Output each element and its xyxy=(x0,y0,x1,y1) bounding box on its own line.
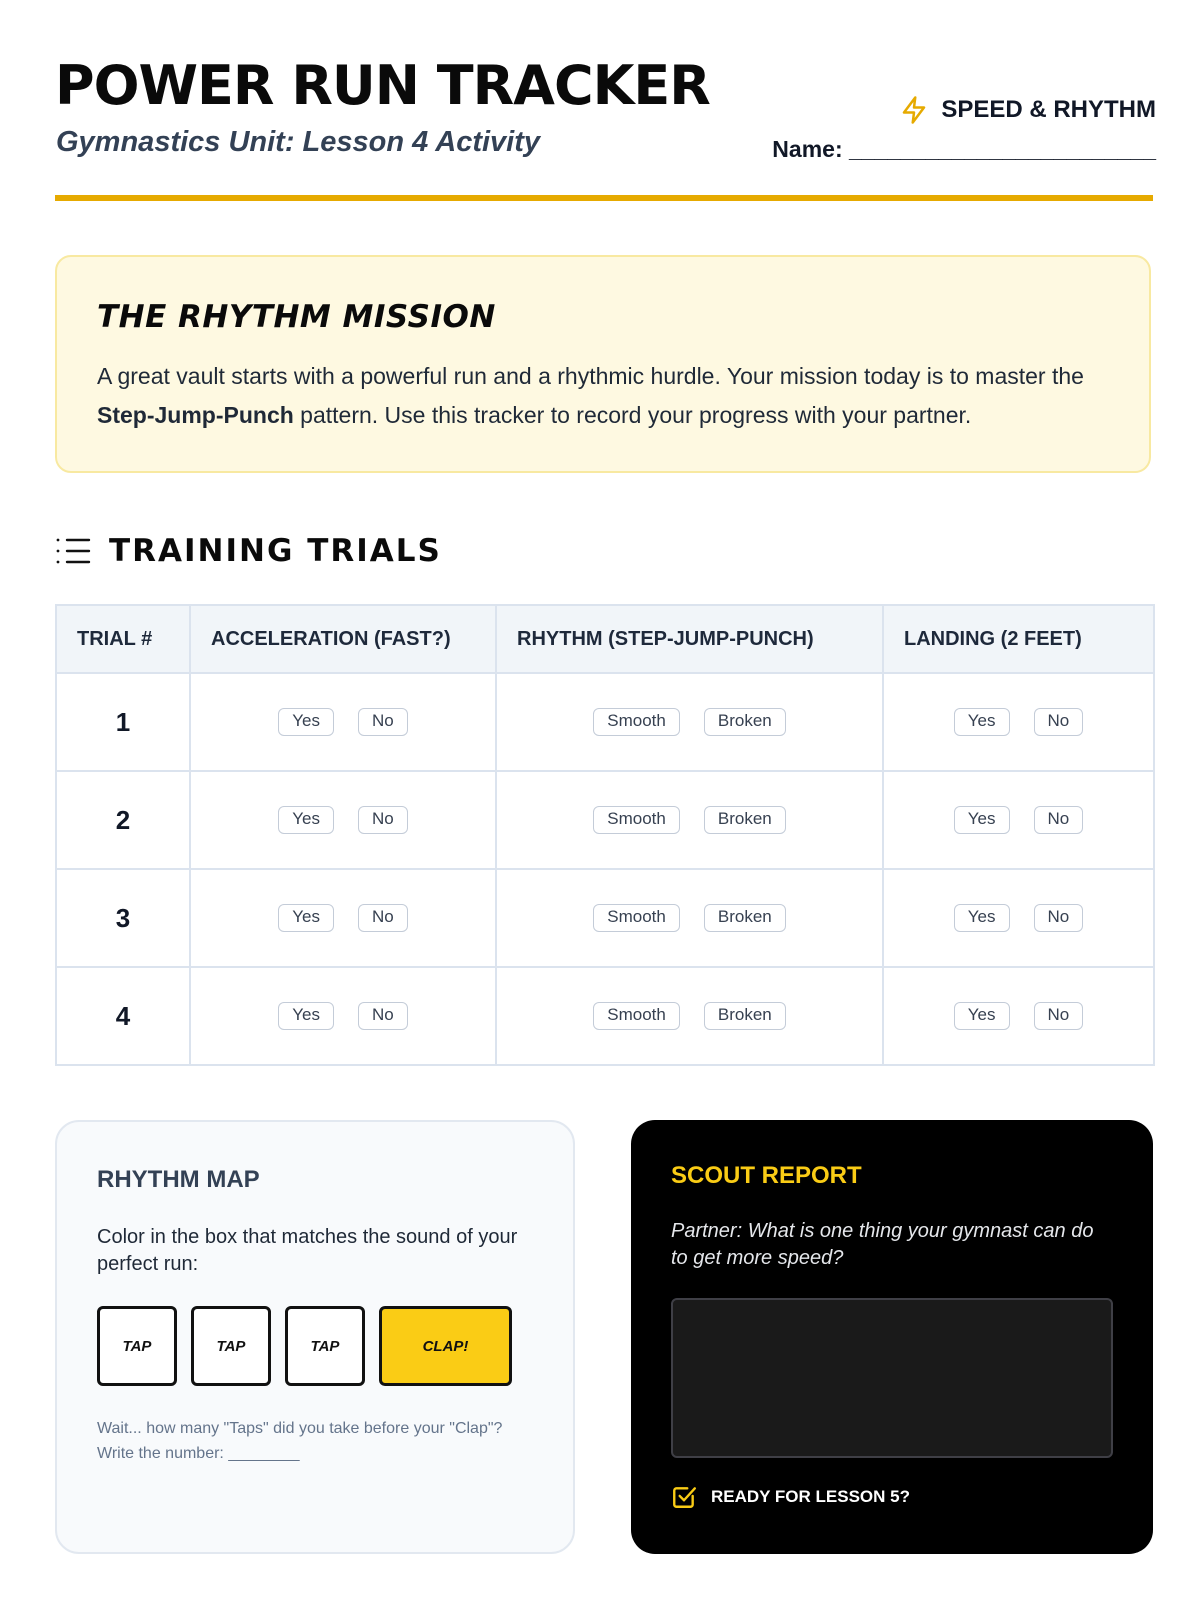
rhythm-map-card xyxy=(55,1120,575,1554)
column-header: RHYTHM (STEP-JUMP-PUNCH) xyxy=(496,605,883,673)
acceleration-cell xyxy=(190,771,496,869)
ready-label: READY FOR LESSON 5? xyxy=(711,1487,910,1506)
speed-rhythm-tag xyxy=(899,93,1156,127)
landing-cell xyxy=(883,869,1154,967)
acceleration-no-option[interactable]: No xyxy=(358,806,408,834)
tap-box[interactable]: TAP xyxy=(285,1306,365,1386)
page-subtitle: Gymnastics Unit: Lesson 4 Activity xyxy=(56,126,541,158)
landing-cell xyxy=(883,771,1154,869)
mission-heading: THE RHYTHM MISSION xyxy=(97,299,496,335)
rhythm-smooth-option[interactable]: Smooth xyxy=(593,904,680,932)
scout-report-card xyxy=(631,1120,1153,1554)
acceleration-yes-option[interactable]: Yes xyxy=(278,708,334,736)
scout-answer-box[interactable] xyxy=(671,1298,1113,1458)
rhythm-cell xyxy=(496,967,883,1065)
mission-pattern-name: Step-Jump-Punch xyxy=(97,402,294,428)
rhythm-cell xyxy=(496,771,883,869)
training-trials-heading: TRAINING TRIALS xyxy=(55,533,442,569)
scout-question: Partner: What is one thing your gymnast can do to get more speed? xyxy=(671,1220,1094,1269)
rhythm-map-instruction: Color in the box that matches the sound of your perfect run: xyxy=(97,1226,518,1275)
tap-box[interactable]: TAP xyxy=(97,1306,177,1386)
trial-number: 1 xyxy=(56,673,190,771)
acceleration-cell xyxy=(190,673,496,771)
landing-yes-option[interactable]: Yes xyxy=(954,708,1010,736)
rhythm-broken-option[interactable]: Broken xyxy=(704,708,786,736)
trial-number: 4 xyxy=(56,967,190,1065)
page-title: POWER RUN TRACKER xyxy=(55,54,710,117)
rhythm-cell xyxy=(496,673,883,771)
tap-count-field[interactable]: Write the number: ________ xyxy=(97,1445,300,1462)
tag-label: SPEED & RHYTHM xyxy=(941,96,1156,123)
beat-boxes xyxy=(97,1306,533,1386)
column-header: ACCELERATION (FAST?) xyxy=(190,605,496,673)
scout-report-heading: SCOUT REPORT xyxy=(671,1162,862,1189)
landing-no-option[interactable]: No xyxy=(1034,1002,1084,1030)
rhythm-broken-option[interactable]: Broken xyxy=(704,806,786,834)
acceleration-cell xyxy=(190,869,496,967)
acceleration-yes-option[interactable]: Yes xyxy=(278,904,334,932)
tap-count-note: Wait... how many "Taps" did you take before your "Clap"? Write the number: ________ xyxy=(97,1420,503,1462)
rhythm-map-heading: RHYTHM MAP xyxy=(97,1166,260,1193)
rhythm-cell xyxy=(496,869,883,967)
clap-box[interactable]: CLAP! xyxy=(379,1306,512,1386)
rhythm-smooth-option[interactable]: Smooth xyxy=(593,708,680,736)
trial-number: 3 xyxy=(56,869,190,967)
landing-no-option[interactable]: No xyxy=(1034,708,1084,736)
landing-yes-option[interactable]: Yes xyxy=(954,1002,1010,1030)
column-header: TRIAL # xyxy=(56,605,190,673)
acceleration-no-option[interactable]: No xyxy=(358,904,408,932)
mission-text: A great vault starts with a powerful run and a rhythmic hurdle. Your mission today is to master the Step-Jump-Punch pattern. Use this tracker to record your progress with your partner. xyxy=(97,363,1084,428)
training-trials-table xyxy=(55,604,1155,1066)
ready-checkbox[interactable] xyxy=(671,1484,1113,1510)
rhythm-broken-option[interactable]: Broken xyxy=(704,904,786,932)
rhythm-smooth-option[interactable]: Smooth xyxy=(593,1002,680,1030)
tap-box[interactable]: TAP xyxy=(191,1306,271,1386)
table-row xyxy=(56,967,1154,1065)
landing-no-option[interactable]: No xyxy=(1034,806,1084,834)
mission-box xyxy=(55,255,1151,473)
rhythm-broken-option[interactable]: Broken xyxy=(704,1002,786,1030)
acceleration-yes-option[interactable]: Yes xyxy=(278,806,334,834)
landing-yes-option[interactable]: Yes xyxy=(954,904,1010,932)
list-icon xyxy=(55,536,93,566)
column-header: LANDING (2 FEET) xyxy=(883,605,1154,673)
acceleration-yes-option[interactable]: Yes xyxy=(278,1002,334,1030)
table-header-row xyxy=(56,605,1154,673)
table-row xyxy=(56,673,1154,771)
trial-number: 2 xyxy=(56,771,190,869)
acceleration-no-option[interactable]: No xyxy=(358,708,408,736)
lightning-bolt-icon xyxy=(899,93,929,127)
landing-yes-option[interactable]: Yes xyxy=(954,806,1010,834)
landing-no-option[interactable]: No xyxy=(1034,904,1084,932)
table-row xyxy=(56,771,1154,869)
checkbox-checked-icon xyxy=(671,1484,697,1510)
header-divider xyxy=(55,195,1153,201)
acceleration-no-option[interactable]: No xyxy=(358,1002,408,1030)
landing-cell xyxy=(883,673,1154,771)
acceleration-cell xyxy=(190,967,496,1065)
name-field[interactable]: Name: ________________________ xyxy=(772,136,1156,162)
landing-cell xyxy=(883,967,1154,1065)
table-row xyxy=(56,869,1154,967)
rhythm-smooth-option[interactable]: Smooth xyxy=(593,806,680,834)
